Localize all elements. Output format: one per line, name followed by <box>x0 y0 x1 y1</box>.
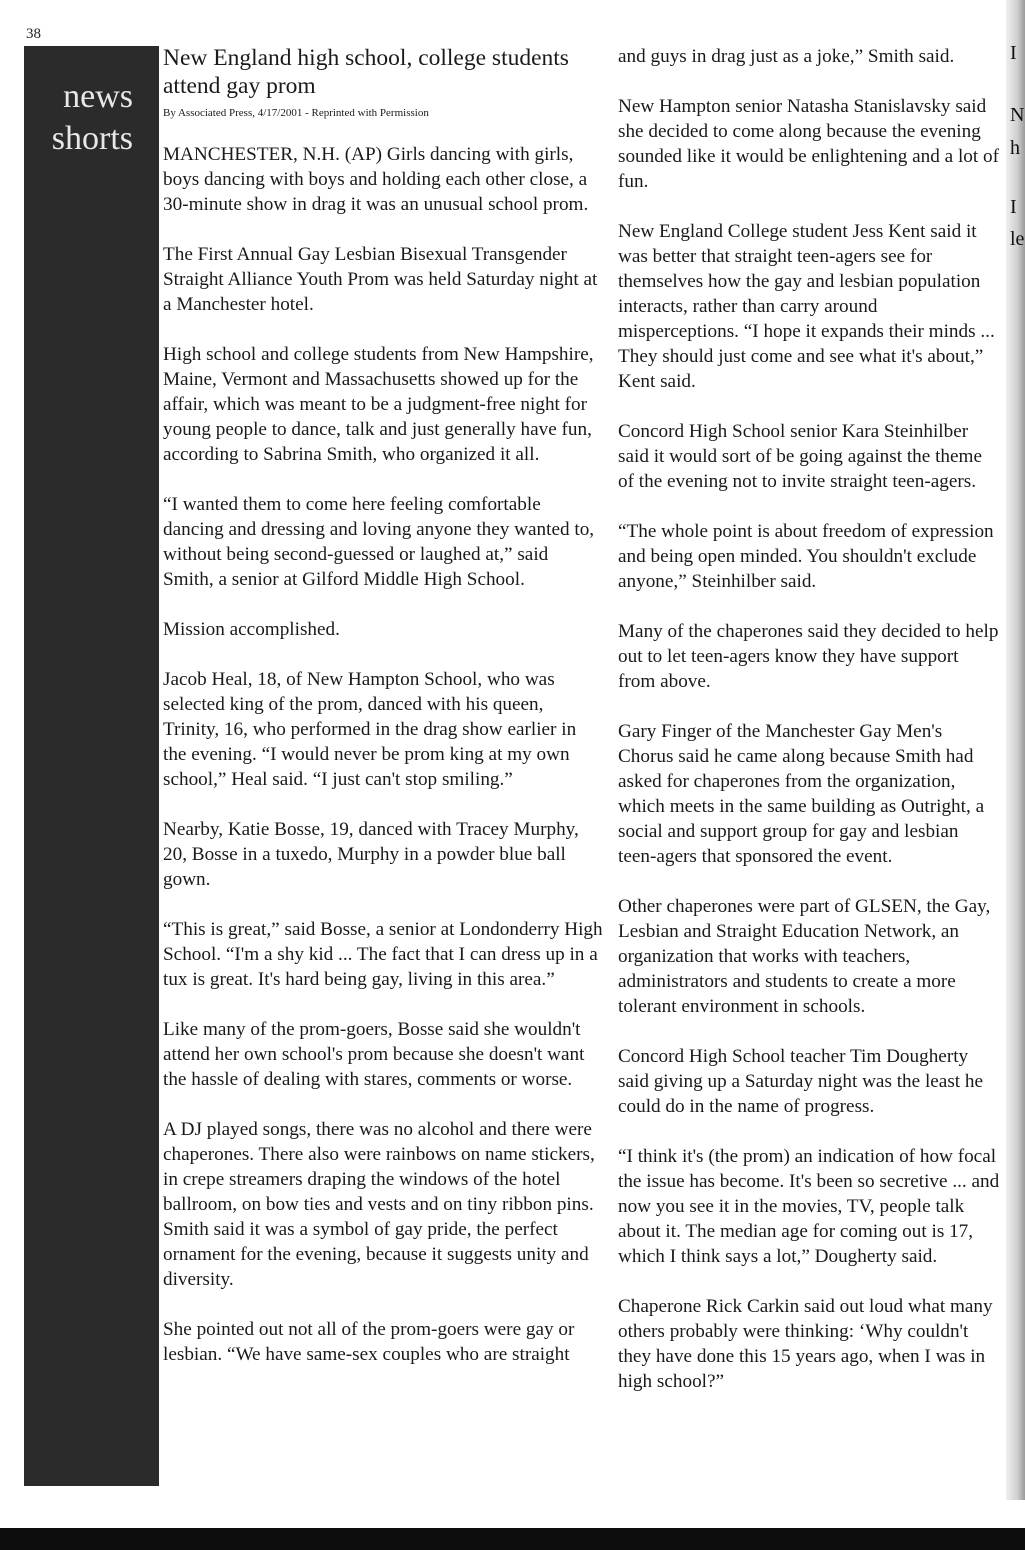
article-paragraph: Chaperone Rick Carkin said out loud what many others probably were thinking: ‘Why couldn't they have done this 15 years ago, when I was in high school?” <box>618 1296 993 1392</box>
section-title-line2: shorts <box>51 120 133 157</box>
edge-fragment: N <box>1010 104 1025 126</box>
article-paragraph: and guys in drag just as a joke,” Smith said. <box>618 46 955 67</box>
edge-fragment: le <box>1010 228 1025 250</box>
article-paragraph: Concord High School senior Kara Steinhilber said it would sort of be going against the theme of the evening not to invite straight teen-agers. <box>618 421 982 492</box>
article-paragraph: Gary Finger of the Manchester Gay Men's Chorus said he came along because Smith had asked for chaperones from the organization, which meets in the same building as Outright, a social and support group for gay and lesbian teen-agers that sponsored the event. <box>618 721 985 867</box>
adjacent-page-edge <box>1006 0 1025 1500</box>
article-paragraph: She pointed out not all of the prom-goers were gay or lesbian. “We have same-sex couples who are straight <box>163 1319 575 1365</box>
article-paragraph: High school and college students from New Hampshire, Maine, Vermont and Massachusetts showed up for the affair, which was meant to be a judgment-free night for young people to dance, talk and just generally have fun, according to Sabrina Smith, who organized it all. <box>163 344 594 465</box>
scan-bottom-edge <box>0 1528 1025 1550</box>
edge-fragment: h <box>1010 137 1020 159</box>
article-paragraph: A DJ played songs, there was no alcohol and there were chaperones. There also were rainbows on name stickers, in crepe streamers draping the windows of the hotel ballroom, on bow ties and vests and on tiny ribbon pins. Smith said it was a symbol of gay pride, the perfect ornament for the evening, because it suggests unity and diversity. <box>163 1119 595 1290</box>
article-headline: New England high school, college students attend gay prom <box>163 45 569 99</box>
section-title <box>52 76 133 160</box>
article-paragraph: Like many of the prom-goers, Bosse said she wouldn't attend her own school's prom because she doesn't want the hassle of dealing with stares, comments or worse. <box>163 1019 585 1090</box>
article-paragraph: New Hampton senior Natasha Stanislavsky said she decided to come along because the evening sounded like it would be enlightening and a lot of fun. <box>618 96 1000 192</box>
article-paragraph: Nearby, Katie Bosse, 19, danced with Tracey Murphy, 20, Bosse in a tuxedo, Murphy in a powder blue ball gown. <box>163 819 579 890</box>
article-byline: By Associated Press, 4/17/2001 - Reprinted with Permission <box>163 107 429 119</box>
article-paragraph: Other chaperones were part of GLSEN, the Gay, Lesbian and Straight Education Network, an organization that works with teachers, administrators and students to create a more tolerant environment in schools. <box>618 896 991 1017</box>
section-sidebar <box>24 46 159 1486</box>
edge-fragment: I <box>1010 196 1017 218</box>
article-paragraph: MANCHESTER, N.H. (AP) Girls dancing with girls, boys dancing with boys and holding each other close, a 30-minute show in drag it was an unusual school prom. <box>163 144 589 215</box>
article-paragraph: “I think it's (the prom) an indication of how focal the issue has become. It's been so secretive ... and now you see it in the movies, TV, people talk about it. The median age for coming out is 17, which I think says a lot,” Dougherty said. <box>618 1146 1000 1267</box>
article-paragraph: “I wanted them to come here feeling comfortable dancing and dressing and loving anyone they wanted to, without being second-guessed or laughed at,” said Smith, a senior at Gilford Middle High School. <box>163 494 595 590</box>
article-paragraph: Jacob Heal, 18, of New Hampton School, who was selected king of the prom, danced with his queen, Trinity, 16, who performed in the drag show earlier in the evening. “I would never be prom king at my own school,” Heal said. “I just can't stop smiling.” <box>163 669 577 790</box>
article-paragraph: New England College student Jess Kent said it was better that straight teen-agers see for themselves how the gay and lesbian population interacts, rather than carry around misperceptions. “I hope it expands their minds ... They should just come and see what it's about,” Kent said. <box>618 221 995 392</box>
edge-fragment: I <box>1010 42 1017 64</box>
article-column-right <box>618 44 1000 1419</box>
article-paragraph: Mission accomplished. <box>163 619 340 640</box>
article-paragraph: Many of the chaperones said they decided to help out to let teen-agers know they have support from above. <box>618 621 999 692</box>
article-paragraph: The First Annual Gay Lesbian Bisexual Transgender Straight Alliance Youth Prom was held Saturday night at a Manchester hotel. <box>163 244 598 315</box>
section-title-line1: news <box>63 78 133 115</box>
article-paragraph: “The whole point is about freedom of expression and being open minded. You shouldn't exclude anyone,” Steinhilber said. <box>618 521 994 592</box>
page-number: 38 <box>26 26 41 42</box>
article-paragraph: Concord High School teacher Tim Dougherty said giving up a Saturday night was the least he could do in the name of progress. <box>618 1046 984 1117</box>
article-paragraph: “This is great,” said Bosse, a senior at Londonderry High School. “I'm a shy kid ... The fact that I can dress up in a tux is great. It's hard being gay, living in this area.” <box>163 919 603 990</box>
article-column-left <box>163 44 603 1392</box>
